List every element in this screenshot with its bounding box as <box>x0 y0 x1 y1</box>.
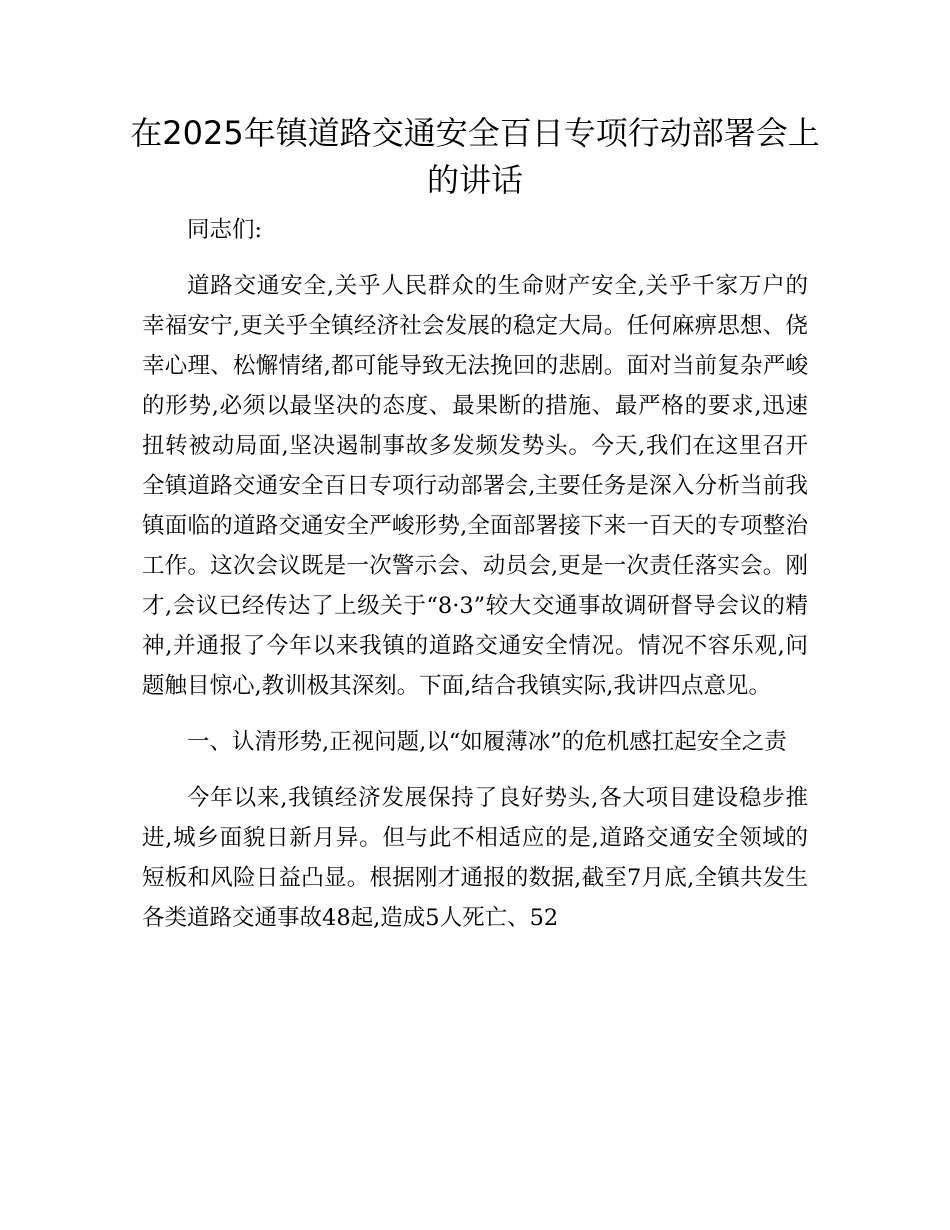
salutation: 同志们: <box>187 217 263 243</box>
document-body <box>142 210 808 938</box>
document-title: 在2025年镇道路交通安全百日专项行动部署会上的讲话 <box>130 114 820 199</box>
section-heading-1: 一、认清形势,正视问题,以“如履薄冰”的危机感扛起安全之责 <box>187 729 787 755</box>
paragraph-intro: 道路交通安全,关乎人民群众的生命财产安全,关乎千家万户的幸福安宁,更关乎全镇经济社会发展的稳定大局。任何麻痹思想、侥幸心理、松懈情绪,都可能导致无法挽回的悲剧。面对当前复杂严峻的形势,必须以最坚决的态度、最果断的措施、最严格的要求,迅速扭转被动局面,坚决遏制事故多发频发势头。今天,我们在这里召开全镇道路交通安全百日专项行动部署会,主要任务是深入分析当前我镇面临的道路交通安全严峻形势,全面部署接下来一百天的专项整治工作。这次会议既是一次警示会、动员会,更是一次责任落实会。刚才,会议已经传达了上级关于“8·3”较大交通事故调研督导会议的精神,并通报了今年以来我镇的道路交通安全情况。情况不容乐观,问题触目惊心,教训极其深刻。下面,结合我镇实际,我讲四点意见。 <box>142 273 808 699</box>
paragraph-section-1: 今年以来,我镇经济发展保持了良好势头,各大项目建设稳步推进,城乡面貌日新月异。但与此不相适应的是,道路交通安全领域的短板和风险日益凸显。根据刚才通报的数据,截至7月底,全镇共发生各类道路交通事故48起,造成5人死亡、52 <box>142 785 808 931</box>
